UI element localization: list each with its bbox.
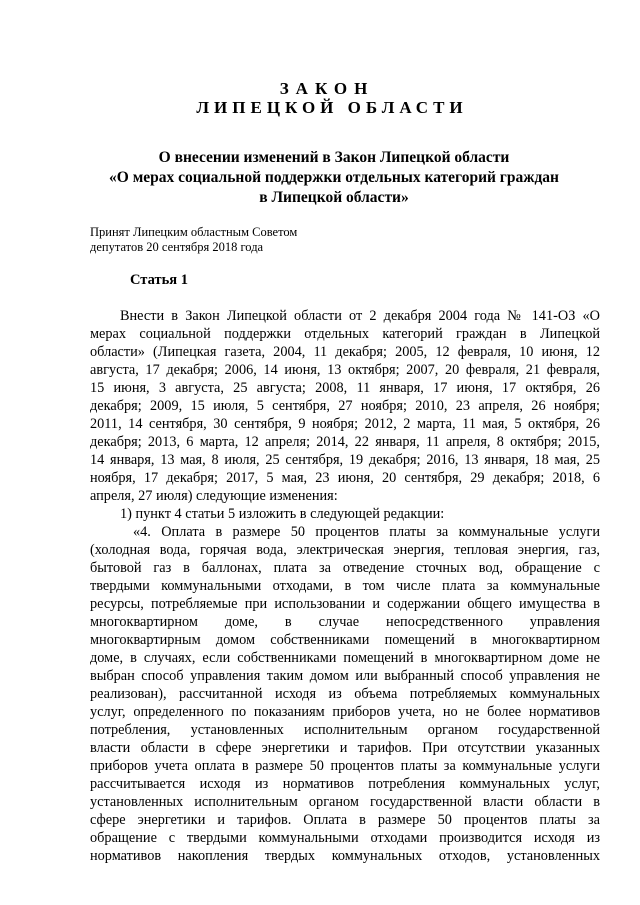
adoption-note-line-2: депутатов 20 сентября 2018 года xyxy=(90,240,264,254)
body-line: ноября, 17 декабря; 2017, 5 мая, 23 июня, 20 сентября, 29 декабря; 2018, 6 xyxy=(90,470,600,486)
body-line: декабря; 2013, 6 марта, 12 апреля; 2014, 22 января, 11 апреля, 8 октября; 2015, xyxy=(90,434,600,450)
law-region: ЛИПЕЦКОЙ ОБЛАСТИ xyxy=(196,98,468,117)
body-line: августа, 17 декабря; 2006, 14 июня, 13 октября; 2007, 20 февраля, 21 февраля, xyxy=(90,362,600,378)
body-line: многоквартирном доме, в случае непосредственного управления xyxy=(90,614,600,630)
body-line: «4. Оплата в размере 50 процентов платы за коммунальные услуги xyxy=(133,524,600,540)
body-line: власти области в сфере энергетики и тарифов. При отсутствии указанных xyxy=(90,740,600,756)
body-line: реализован), рассчитанной исходя из объема потребляемых коммунальных xyxy=(90,686,600,702)
body-line: выбран способ управления таким домом или выбранный способ управления не xyxy=(90,668,600,684)
body-line: Внести в Закон Липецкой области от 2 декабря 2004 года № 141-ОЗ «О xyxy=(120,308,600,324)
body-line: твердыми коммунальными отходами, в том числе плата за коммунальные xyxy=(90,578,600,594)
body-line: сфере энергетики и тарифов. Оплата в размере 50 процентов платы за xyxy=(90,812,600,828)
body-line: установленных исполнительным органом государственной власти области в xyxy=(90,794,600,810)
body-line: 15 июня, 3 августа, 25 августа; 2008, 11 января, 17 июня, 17 октября, 26 xyxy=(90,380,600,396)
body-line: мерах социальной поддержки отдельных категорий граждан в Липецкой xyxy=(90,326,600,342)
body-line: услуг, определенного по показаниям приборов учета, но не более нормативов xyxy=(90,704,600,720)
body-line: потребления, установленных исполнительным органом государственной xyxy=(90,722,600,738)
law-title: ЗАКОН xyxy=(279,79,375,98)
body-line: ресурсы, потребляемые при использовании и содержании общего имущества в xyxy=(90,596,600,612)
law-subtitle-line-3: в Липецкой области» xyxy=(259,189,409,206)
law-subtitle-line-1: О внесении изменений в Закон Липецкой области xyxy=(158,149,510,166)
body-line: декабря; 2009, 15 июля, 5 сентября, 27 ноября; 2010, 23 апреля, 26 ноября; xyxy=(90,398,600,414)
body-line: доме, в случаях, если собственниками помещений в многоквартирном доме не xyxy=(90,650,600,666)
adoption-note-line-1: Принят Липецким областным Советом xyxy=(90,225,298,239)
article-heading: Статья 1 xyxy=(130,272,188,288)
body-line: приборов учета оплата в размере 50 процентов платы за коммунальные услуги xyxy=(90,758,600,774)
body-line: апреля, 27 июля) следующие изменения: xyxy=(90,488,338,504)
body-line: области» (Липецкая газета, 2004, 11 декабря; 2005, 12 февраля, 10 июня, 12 xyxy=(90,344,600,360)
body-line: 2011, 14 сентября, 30 сентября, 9 ноября; 2012, 2 марта, 11 мая, 5 октября, 26 xyxy=(90,416,600,432)
body-line: многоквартирным домом собственниками помещений в многоквартирном xyxy=(90,632,600,648)
body-line: рассчитывается исходя из нормативов потребления коммунальных услуг, xyxy=(90,776,600,792)
law-subtitle-line-2: «О мерах социальной поддержки отдельных категорий граждан xyxy=(109,169,559,186)
body-line: бытовой газ в баллонах, плата за отведение сточных вод, обращение с xyxy=(90,560,600,576)
body-line: 14 января, 13 мая, 8 июля, 25 сентября, 19 декабря; 2016, 13 января, 18 мая, 25 xyxy=(90,452,600,468)
list-item-1: 1) пункт 4 статьи 5 изложить в следующей редакции: xyxy=(120,506,445,522)
body-line: нормативов накопления твердых коммунальных отходов, установленных xyxy=(90,848,600,864)
body-line: обращение с твердыми коммунальными отходами производится исходя из xyxy=(90,830,600,846)
body-line: (холодная вода, горячая вода, электрическая энергия, тепловая энергия, газ, xyxy=(90,542,600,558)
